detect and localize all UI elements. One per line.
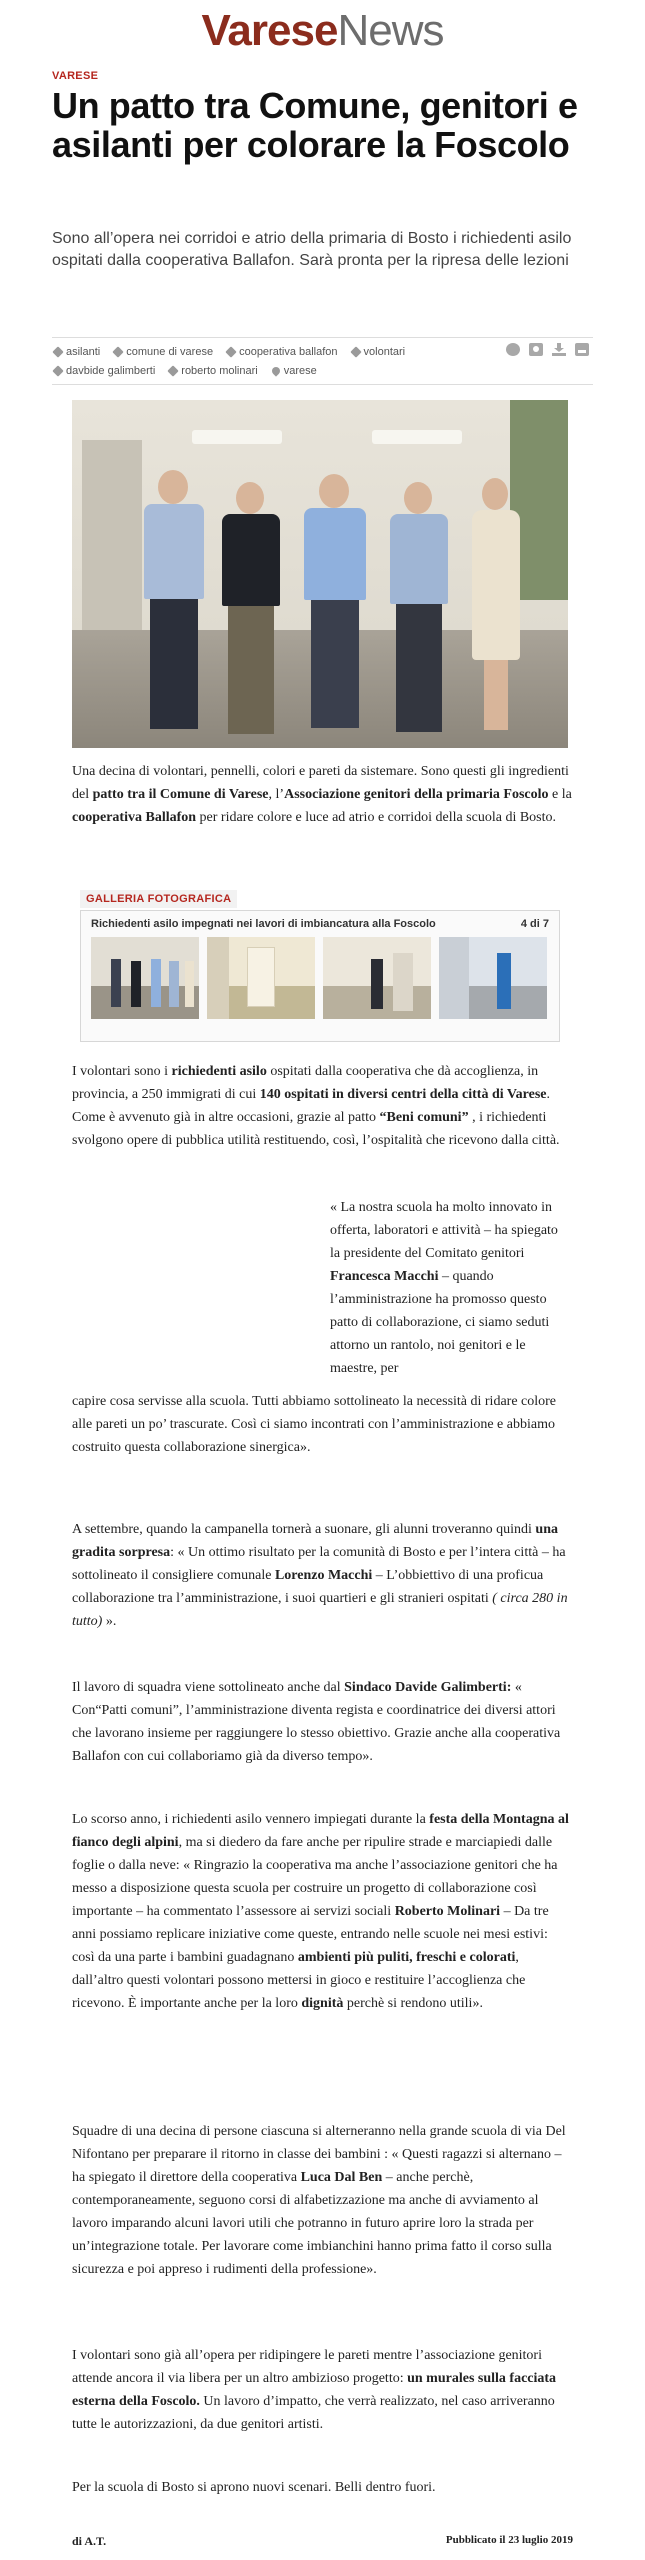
tag-link[interactable] bbox=[114, 346, 213, 358]
text-run: Un lavoro d’impatto, che verrà realizzato, nel caso arriveranno tutte le autorizzazioni, da due genitori artisti. bbox=[72, 2394, 555, 2432]
place-label: varese bbox=[283, 365, 317, 377]
gallery-title[interactable]: Richiedenti asilo impegnati nei lavori di imbiancatura alla Foscolo bbox=[91, 918, 436, 930]
tag-icon bbox=[168, 365, 179, 376]
logo-varese-text: Varese bbox=[201, 6, 338, 55]
article-paragraph bbox=[72, 760, 572, 829]
bold-text: una gradita sorpresa bbox=[72, 1522, 558, 1560]
gallery-label: GALLERIA FOTOGRAFICA bbox=[80, 890, 237, 908]
bold-text: Sindaco Davide Galimberti: bbox=[344, 1680, 512, 1695]
text-run: « Con“Patti comuni”, l’amministrazione diventa regista e coordinatrice dei diversi attori che lavorano insieme per raggiungere lo stesso obiettivo. Grazie anche alla cooperativa Ballafon con cui collaboriamo già da diverso tempo». bbox=[72, 1680, 561, 1764]
article-paragraph bbox=[72, 1060, 572, 1152]
text-run: – L’obbiettivo di una proficua collaborazione tra l’amministrazione, i suoi quartieri e gli stranieri ospitati bbox=[72, 1568, 544, 1606]
text-run: , l’ bbox=[268, 787, 285, 802]
bold-text: Lorenzo Macchi bbox=[274, 1568, 373, 1583]
text-run: capire cosa servisse alla scuola. Tutti abbiamo sottolineato la necessità di ridare colore alle pareti un po’ trascurate. Così ci siamo incontrati con l’amministrazione e abbiamo costruito questa collaborazione sinergica». bbox=[72, 1394, 557, 1455]
text-run: Una decina di volontari, pennelli, colori e pareti da sistemare. Sono questi gli ingredienti del bbox=[72, 764, 569, 802]
text-run: perchè si rendono utili». bbox=[343, 1996, 483, 2011]
bold-text: ambienti più puliti, freschi e colorati bbox=[297, 1950, 516, 1965]
text-run: ospitati dalla cooperativa che dà accoglienza, in provincia, a 250 immigrati di cui bbox=[72, 1064, 539, 1102]
bold-text: patto tra il Comune di Varese bbox=[92, 787, 269, 802]
bold-text: “Beni comuni” bbox=[379, 1110, 469, 1125]
tag-icon bbox=[52, 346, 63, 357]
text-run: : « Un ottimo risultato per la comunità di Bosto e per l’intera città – ha sottolineato il consigliere comunale bbox=[72, 1545, 566, 1583]
bold-text: Francesca Macchi bbox=[330, 1269, 439, 1284]
gallery-frame bbox=[80, 910, 560, 1042]
bold-text: 140 ospitati in diversi centri della città di Varese bbox=[259, 1087, 547, 1102]
tag-bar bbox=[52, 337, 593, 385]
gallery-thumbnail[interactable] bbox=[207, 937, 315, 1019]
text-run: Il lavoro di squadra viene sottolineato anche dal bbox=[72, 1680, 345, 1695]
tag-label: davbide galimberti bbox=[66, 365, 156, 377]
text-run: . Come è avvenuto già in altre occasioni, grazie al patto bbox=[72, 1087, 551, 1125]
text-run: « La nostra scuola ha molto innovato in offerta, laboratori e attività – ha spiegato la presidente del Comitato genitori bbox=[330, 1200, 558, 1261]
text-run: Per la scuola di Bosto si aprono nuovi scenari. Belli dentro fuori. bbox=[72, 2480, 436, 2495]
photo-door bbox=[82, 440, 142, 650]
camera-icon[interactable] bbox=[529, 343, 543, 356]
article-author: di A.T. bbox=[72, 2534, 107, 2548]
gallery-thumbnail[interactable] bbox=[323, 937, 431, 1019]
article-main-photo[interactable] bbox=[72, 400, 568, 748]
text-run: e la bbox=[548, 787, 572, 802]
tag-link[interactable] bbox=[54, 346, 100, 358]
text-run: , dall’altro questi volontari possono mettersi in gioco e restituire l’accoglienza che ricevono. È importante anche per la loro bbox=[72, 1950, 526, 2011]
tag-label: cooperativa ballafon bbox=[239, 346, 338, 358]
tag-icon bbox=[113, 346, 124, 357]
text-run: ». bbox=[102, 1614, 117, 1629]
article-subtitle: Sono all’opera nei corridoi e atrio della primaria di Bosto i richiedenti asilo ospitati dalla cooperativa Ballafon. Sarà pronta per la ripresa delle lezioni bbox=[52, 230, 572, 269]
tag-link[interactable] bbox=[169, 365, 257, 377]
bold-text: cooperativa Ballafon bbox=[72, 810, 197, 825]
tag-link[interactable] bbox=[54, 365, 155, 377]
photo-gallery bbox=[80, 890, 560, 1042]
photo-light bbox=[372, 430, 462, 444]
print-icon[interactable] bbox=[575, 343, 589, 356]
section-link[interactable]: VARESE bbox=[52, 70, 99, 82]
bold-text: un murales sulla facciata esterna della Foscolo. bbox=[72, 2371, 557, 2409]
text-run: per ridare colore e luce ad atrio e corridoi della scuola di Bosto. bbox=[196, 810, 557, 825]
article-paragraph bbox=[72, 1518, 572, 1633]
bold-text: dignità bbox=[301, 1996, 344, 2011]
article-tools bbox=[506, 343, 589, 356]
tag-icon bbox=[52, 365, 63, 376]
tag-icon bbox=[225, 346, 236, 357]
bold-text: Associazione genitori della primaria Foscolo bbox=[284, 787, 549, 802]
article-paragraph bbox=[72, 1390, 572, 1459]
tag-label: roberto molinari bbox=[181, 365, 258, 377]
tag-label: asilanti bbox=[66, 346, 101, 358]
tag-icon bbox=[350, 346, 361, 357]
tag-link[interactable] bbox=[227, 346, 337, 358]
article-paragraph bbox=[72, 1676, 572, 1768]
quote-paragraph bbox=[330, 1196, 570, 1380]
gallery-counter: 4 di 7 bbox=[520, 918, 549, 930]
italic-text: ( circa 280 in tutto) bbox=[72, 1591, 568, 1629]
text-run: – anche perchè, contemporaneamente, seguono corsi di alfabetizzazione ma anche di avviamento al lavoro imparando alcuni lavori utili che potranno in futuro aprire loro la strada per un’integrazione totale. Per lavorare come imbianchini hanno prima fatto il corso sulla sicurezza e poi appreso i rudimenti della professione». bbox=[72, 2170, 552, 2277]
gallery-thumbnails bbox=[91, 937, 547, 1019]
bold-text: Roberto Molinari bbox=[394, 1904, 501, 1919]
tag-label: volontari bbox=[363, 346, 406, 358]
article-paragraph bbox=[72, 1808, 572, 2015]
text-run: I volontari sono già all’opera per ridipingere le pareti mentre l’associazione genitori attende ancora il via libera per un altro ambizioso progetto: bbox=[72, 2348, 542, 2386]
article-paragraph bbox=[72, 2476, 572, 2499]
article-title: Un patto tra Comune, genitori e asilanti per colorare la Foscolo bbox=[52, 85, 578, 165]
text-run: A settembre, quando la campanella tornerà a suonare, gli alunni troveranno quindi bbox=[72, 1522, 536, 1537]
photo-light bbox=[192, 430, 282, 444]
text-run: – quando l’amministrazione ha promosso questo patto di collaborazione, ci siamo seduti attorno un rantolo, noi genitori e le maestre, per bbox=[330, 1269, 550, 1376]
text-run: Lo scorso anno, i richiedenti asilo vennero impiegati durante la bbox=[72, 1812, 430, 1827]
text-run: Squadre di una decina di persone ciascuna si alterneranno nella grande scuola di via Del Nifontano per preparare il ritorno in classe dei bambini : « Questi ragazzi si alternano – ha spiegato il direttore della cooperativa bbox=[72, 2124, 566, 2185]
bold-text: Luca Dal Ben bbox=[300, 2170, 383, 2185]
place-link[interactable] bbox=[272, 365, 317, 377]
text-run: I volontari sono i bbox=[72, 1064, 172, 1079]
map-pin-icon bbox=[270, 365, 281, 376]
text-run: – Da tre anni possiamo replicare iniziative come queste, entrando nelle scuole nei mesi estivi: così da una parte i bambini guadagnano bbox=[72, 1904, 549, 1965]
comment-icon[interactable] bbox=[506, 343, 520, 356]
gallery-thumbnail[interactable] bbox=[439, 937, 547, 1019]
text-run: , i richiedenti svolgono opere di pubblica utilità restituendo, così, l’ospitalità che ricevono dalla città. bbox=[72, 1110, 560, 1148]
publish-date: Pubblicato il 23 luglio 2019 bbox=[445, 2534, 573, 2546]
tag-label: comune di varese bbox=[126, 346, 214, 358]
bold-text: richiedenti asilo bbox=[171, 1064, 267, 1079]
site-logo[interactable] bbox=[0, 2, 645, 60]
gallery-thumbnail[interactable] bbox=[91, 937, 199, 1019]
logo-news-text: News bbox=[337, 6, 444, 55]
article-paragraph bbox=[72, 2120, 572, 2281]
download-icon[interactable] bbox=[552, 343, 566, 356]
text-run: , ma si diedero da fare anche per ripulire strade e marciapiedi dalle foglie o dalla neve: « Ringrazio la cooperativa ma anche l’associazione genitori che ha messo a disposizione questa scuola per costruire un progetto di collaborazione così importante – ha commentato l’assessore ai servizi sociali bbox=[72, 1835, 558, 1919]
tag-link[interactable] bbox=[352, 346, 406, 358]
bold-text: festa della Montagna al fianco degli alpini bbox=[72, 1812, 569, 1850]
article-paragraph bbox=[72, 2344, 572, 2436]
